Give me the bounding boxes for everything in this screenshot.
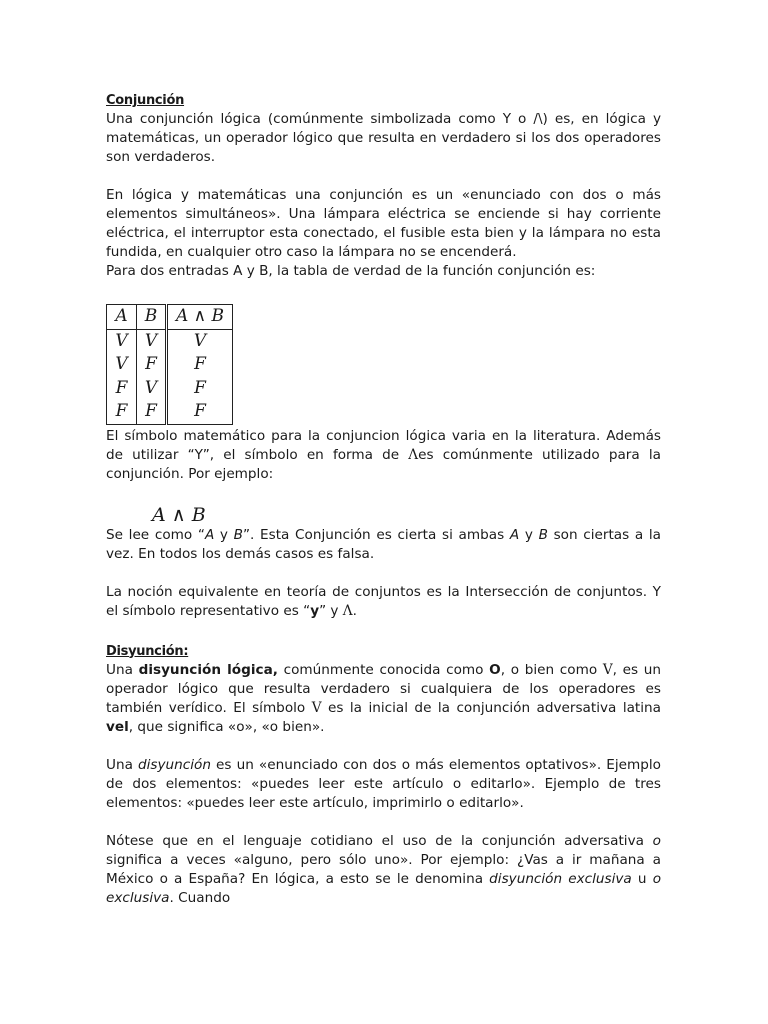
truth-table-header-b: B xyxy=(137,305,167,330)
truth-table-cell: F xyxy=(137,400,167,424)
bold-y: y xyxy=(310,602,320,619)
text-run: es un «enunciado con dos o más elementos optativos». Ejemplo de dos elementos: «puedes leer este artículo o editarlo». Ejemplo de tres elementos: «puedes leer este artículo, imprimirlo o editarlo». xyxy=(106,756,661,811)
paragraph-conjuncion-example: En lógica y matemáticas una conjunción es un «enunciado con dos o más elementos simultáneos». Una lámpara eléctrica se enciende si hay corriente eléctrica, el interruptor esta conectado, el fusible esta bien y la lámpara no esta fundida, en cualquier otro caso la lámpara no se encenderá. xyxy=(106,187,661,260)
text-run: Una xyxy=(106,756,138,773)
document-page xyxy=(106,92,661,908)
truth-table-cell: F xyxy=(167,377,233,401)
term-disyuncion-logica: disyunción lógica, xyxy=(138,661,278,678)
truth-table-header-a-and-b: A ∧ B xyxy=(167,305,233,330)
truth-table-cell: V xyxy=(137,329,167,353)
truth-table-cell: F xyxy=(137,353,167,377)
truth-table-cell: F xyxy=(107,400,137,424)
truth-table-row xyxy=(107,353,233,377)
text-run: es comúnmente utilizado para la conjunción. Por ejemplo: xyxy=(106,446,661,482)
truth-table-row xyxy=(107,400,233,424)
term-o-exclusiva: o exclusiva xyxy=(106,870,662,906)
truth-table-row xyxy=(107,377,233,401)
truth-table-cell: F xyxy=(107,377,137,401)
text-run: . Cuando xyxy=(169,889,231,906)
text-run: , o bien como xyxy=(500,661,603,678)
truth-table-container xyxy=(106,304,661,425)
or-symbol: V xyxy=(311,699,322,716)
term-disyuncion: disyunción xyxy=(138,756,211,773)
section-heading-conjuncion: Conjunción xyxy=(106,93,185,108)
paragraph-conjuncion-reading xyxy=(106,526,661,564)
paragraph-disyuncion-exclusiva xyxy=(106,832,661,908)
and-symbol: Λ xyxy=(408,446,419,463)
text-run: . xyxy=(352,602,357,619)
bold-o: O xyxy=(489,661,501,678)
truth-table-row xyxy=(107,329,233,353)
text-run: ” y xyxy=(319,602,343,619)
italic-o: o xyxy=(652,832,661,849)
truth-table-cell: F xyxy=(167,400,233,424)
and-symbol: Λ xyxy=(342,602,353,619)
variable-a: A xyxy=(204,526,215,543)
term-disyuncion-exclusiva: disyunción exclusiva xyxy=(489,870,632,887)
text-run: Una xyxy=(106,661,139,678)
variable-b: B xyxy=(233,526,243,543)
text-run: u xyxy=(631,870,653,887)
text-run: La noción equivalente en teoría de conjuntos es la Intersección de conjuntos. Y el símbolo representativo es “ xyxy=(106,583,661,619)
bold-vel: vel xyxy=(106,718,129,735)
truth-table-cell: V xyxy=(107,329,137,353)
truth-table-cell: V xyxy=(167,329,233,353)
paragraph-truth-table-intro: Para dos entradas A y B, la tabla de verdad de la función conjunción es: xyxy=(106,263,596,279)
paragraph-disyuncion-example xyxy=(106,756,661,813)
truth-table-header-row xyxy=(107,305,233,330)
text-run: El símbolo matemático para la conjuncion lógica varia en la literatura. Además de utilizar “Y”, el símbolo en forma de xyxy=(106,427,661,463)
or-symbol: V xyxy=(602,661,613,678)
text-run: ”. Esta Conjunción es cierta si ambas xyxy=(242,526,510,543)
formula-a-and-b: A ∧ B xyxy=(152,503,206,526)
text-run: comúnmente conocida como xyxy=(277,661,490,678)
text-run: es la inicial de la conjunción adversativa latina xyxy=(321,699,661,716)
text-run: , que significa «o», «o bien». xyxy=(128,718,325,735)
paragraph-conjuncion-definition: Una conjunción lógica (comúnmente simbolizada como Y o /\) es, en lógica y matemáticas, un operador lógico que resulta en verdadero si los dos operadores son verdaderos. xyxy=(106,111,661,165)
text-run: Nótese que en el lenguaje cotidiano el uso de la conjunción adversativa xyxy=(106,832,653,849)
paragraph-conjuncion-symbol xyxy=(106,427,661,484)
paragraph-conjuncion-sets xyxy=(106,583,661,621)
text-run: y xyxy=(214,526,234,543)
section-heading-disyuncion: Disyunción: xyxy=(106,643,189,659)
paragraph-disyuncion-definition xyxy=(106,661,661,737)
truth-table xyxy=(106,304,233,425)
text-run: y xyxy=(519,526,539,543)
truth-table-cell: F xyxy=(167,353,233,377)
text-run: Se lee como “ xyxy=(106,526,205,543)
truth-table-cell: V xyxy=(137,377,167,401)
text-run: significa a veces «alguno, pero sólo uno». Por ejemplo: ¿Vas a ir mañana a México o a España? En lógica, a esto se le denomina xyxy=(106,851,661,887)
variable-a: A xyxy=(509,526,520,543)
text-run: , es un operador lógico que resulta verdadero si cualquiera de los operadores es también verídico. El símbolo xyxy=(106,661,662,716)
variable-b: B xyxy=(538,526,548,543)
truth-table-header-a: A xyxy=(107,305,137,330)
text-run: son ciertas a la vez. En todos los demás casos es falsa. xyxy=(106,526,662,562)
truth-table-cell: V xyxy=(107,353,137,377)
